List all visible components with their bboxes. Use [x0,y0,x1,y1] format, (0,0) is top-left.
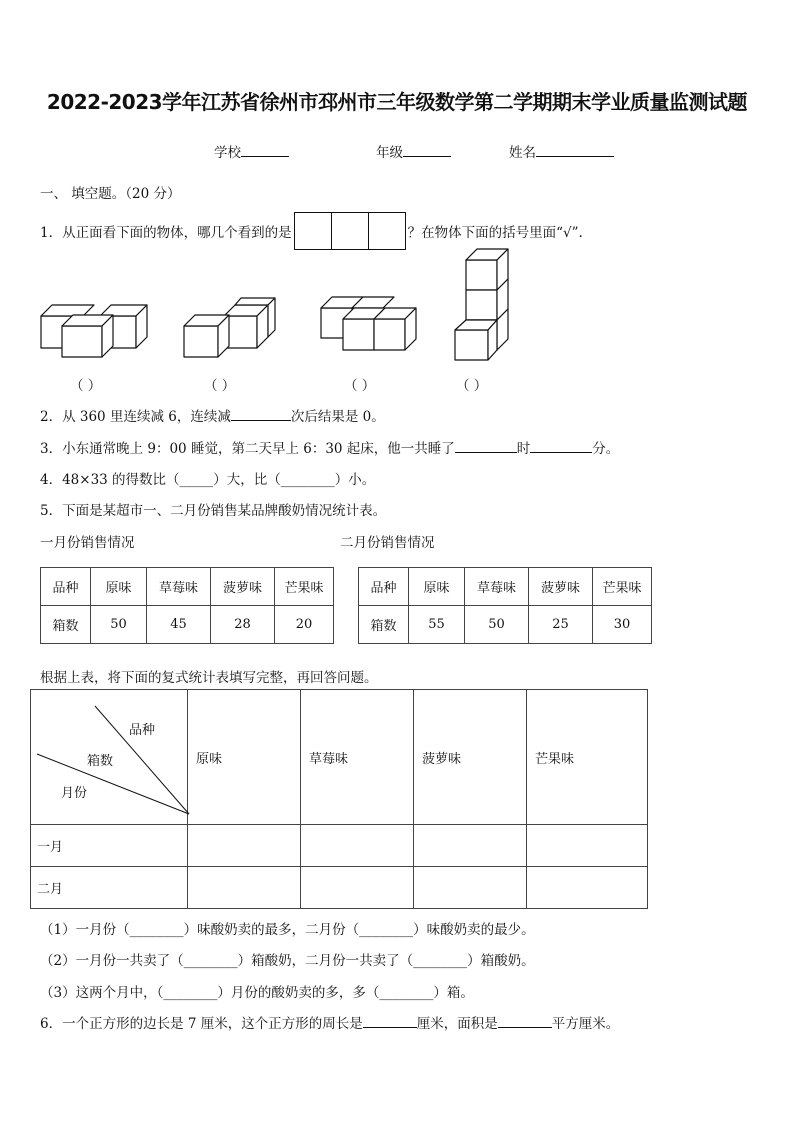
diagonal-lines [31,690,197,824]
table-cell-input[interactable] [188,825,301,867]
table-row [31,825,648,867]
table-cell-input[interactable] [527,825,648,867]
question-5: 5．下面是某超市一、二月份销售某品牌酸奶情况统计表。 [40,503,387,519]
table-cell: 芒果味 [275,568,334,606]
table-row [31,867,648,909]
q2-text-b: 次后结果是 0。 [290,409,385,425]
table-instruction: 根据上表，将下面的复式统计表填写完整，再回答问题。 [40,670,378,686]
page-title: 2022-2023学年江苏省徐州市邳州市三年级数学第二学期期末学业质量监测试题 [46,90,748,114]
table-cell: 20 [275,606,334,644]
table-cell: 草莓味 [147,568,211,606]
table-cell: 原味 [409,568,465,606]
diagonal-header-cell [31,690,188,825]
q3-blank-hours[interactable] [455,440,517,453]
school-label: 学校 [214,145,241,161]
cube-figure-c [321,297,416,350]
q1-bracket-b[interactable]: （ ） [204,378,236,394]
cube-figure-b [184,298,275,357]
table-cell: 草莓味 [465,568,529,606]
q2-text-a: 2．从 360 里连续减 6，连续减 [40,409,231,425]
table-cell-input[interactable] [414,867,527,909]
table-cell: 芒果味 [527,690,648,825]
table-cell: 55 [409,606,465,644]
table-cell-input[interactable] [414,825,527,867]
q5-sub-3: （3）这两个月中，（________）月份的酸奶卖的多，多（________）箱。 [40,985,474,1001]
grade-label: 年级 [376,145,403,161]
compound-table [30,689,648,909]
table-cell: 芒果味 [593,568,652,606]
q3-text-b: 时 [516,441,531,457]
table-cell-input[interactable] [301,825,414,867]
table-row [359,568,652,606]
table-cell: 50 [465,606,529,644]
school-field [214,141,289,161]
question-4: 4．48×33 的得数比（_____）大，比（________）小。 [40,472,376,488]
q6-blank-area[interactable] [498,1015,552,1028]
q1-bracket-c[interactable]: （ ） [344,378,376,394]
q1-bracket-d[interactable]: （ ） [456,378,488,394]
grade-field [376,141,451,161]
question-3 [40,437,619,457]
header-xiangshu: 箱数 [87,754,114,769]
q5-sub-2: （2）一月份一共卖了（________）箱酸奶，二月份一共卖了（________）箱酸奶。 [40,953,535,969]
table-cell: 原味 [188,690,301,825]
q6-text-b: 厘米，面积是 [416,1016,498,1032]
jan-table-title: 一月份销售情况 [40,535,135,551]
table-cell: 箱数 [359,606,409,644]
name-label: 姓名 [509,145,536,161]
q5-sub-1: （1）一月份（________）味酸奶卖的最多，二月份（________）味酸奶卖的最少。 [40,922,535,938]
cube-figures [0,240,794,370]
table-row [359,606,652,644]
q1-bracket-a[interactable]: （ ） [70,378,102,394]
grade-blank[interactable] [403,144,451,157]
question-6 [40,1012,619,1032]
q1-text-b: ？在物体下面的括号里面“√”. [407,225,583,241]
header-pinzhong: 品种 [129,723,156,738]
table-cell: 25 [529,606,593,644]
q1-text-a: 1．从正面看下面的物体，哪几个看到的是 [40,225,292,241]
cube-figure-d [455,249,508,360]
table-row [41,606,334,644]
name-blank[interactable] [536,144,614,157]
q3-blank-minutes[interactable] [530,440,592,453]
table-cell: 菠萝味 [529,568,593,606]
section1-heading: 一、 填空题。（20 分） [40,186,181,202]
table-cell-input[interactable] [527,867,648,909]
q2-blank[interactable] [231,408,291,421]
q3-text-a: 3．小东通常晚上 9：00 睡觉，第二天早上 6：30 起床，他一共睡了 [40,441,455,457]
q6-blank-perimeter[interactable] [363,1015,417,1028]
q6-text-a: 6．一个正方形的边长是 7 厘米，这个正方形的周长是 [40,1016,363,1032]
table-cell: 原味 [91,568,147,606]
table-cell: 草莓味 [301,690,414,825]
table-cell: 30 [593,606,652,644]
header-yuefen: 月份 [61,786,88,801]
table-cell: 50 [91,606,147,644]
table-cell: 品种 [359,568,409,606]
cube-figure-a [41,305,147,357]
feb-table-title: 二月份销售情况 [340,535,435,551]
table-cell: 28 [211,606,275,644]
table-cell: 品种 [41,568,91,606]
table-cell: 箱数 [41,606,91,644]
table-cell: 一月 [31,825,188,867]
table-cell: 菠萝味 [211,568,275,606]
table-cell: 45 [147,606,211,644]
jan-sales-table [40,567,334,644]
table-cell: 二月 [31,867,188,909]
feb-sales-table [358,567,652,644]
q6-text-c: 平方厘米。 [551,1016,620,1032]
table-cell: 菠萝味 [414,690,527,825]
question-2 [40,405,385,425]
table-row [41,568,334,606]
table-cell-input[interactable] [188,867,301,909]
school-blank[interactable] [241,144,289,157]
table-row [31,690,648,825]
table-cell-input[interactable] [301,867,414,909]
q3-text-c: 分。 [592,441,620,457]
name-field [509,141,614,161]
